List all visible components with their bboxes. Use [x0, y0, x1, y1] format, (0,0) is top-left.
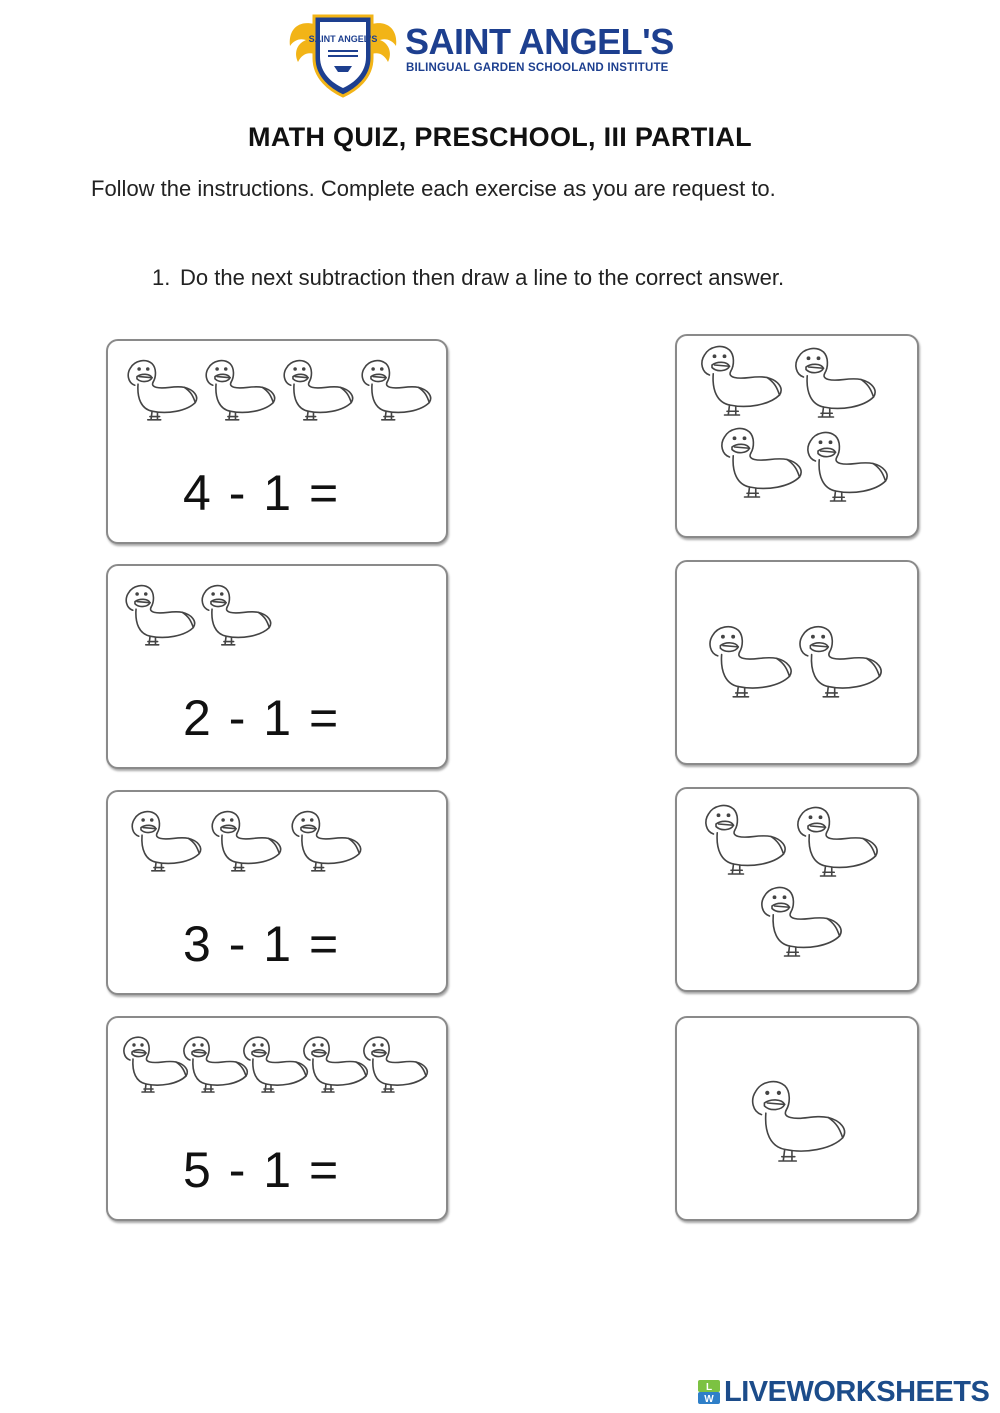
duck-icon	[706, 806, 785, 874]
instructions-text: Follow the instructions. Complete each exercise as you are request to.	[91, 176, 776, 201]
duck-icon	[762, 888, 841, 956]
brand-subtitle: BILINGUAL GARDEN SCHOOLAND INSTITUTE	[406, 62, 669, 74]
duck-icon	[800, 627, 881, 697]
answer-box-4[interactable]	[675, 1016, 919, 1221]
duck-icon	[798, 808, 877, 876]
page-title: MATH QUIZ, PRESCHOOL, III PARTIAL	[248, 122, 752, 152]
problem-box-2[interactable]	[106, 564, 448, 769]
duck-icon	[212, 812, 280, 871]
answer-box-2[interactable]	[675, 560, 919, 765]
ducks-group	[677, 789, 921, 994]
duck-icon	[753, 1082, 845, 1161]
equation-text: 4 - 1 =	[183, 465, 341, 521]
duck-icon	[184, 1037, 247, 1092]
problem-box-3[interactable]	[106, 790, 448, 995]
equation-text: 2 - 1 =	[183, 690, 341, 746]
duck-icon	[808, 433, 887, 501]
badge-letter-l: L	[705, 1382, 713, 1393]
duck-icon	[722, 429, 801, 497]
liveworksheets-badge-icon	[697, 1379, 721, 1405]
duck-icon	[124, 1037, 187, 1092]
answer-box-3[interactable]	[675, 787, 919, 992]
duck-icon	[710, 627, 791, 697]
crest-text: SAINT ANGEL'S	[308, 34, 378, 44]
ducks-group	[677, 1018, 921, 1223]
answer-box-1[interactable]	[675, 334, 919, 538]
duck-icon	[292, 812, 360, 871]
exercise-text: Do the next subtraction then draw a line to the correct answer.	[180, 265, 785, 290]
ducks-group	[677, 562, 921, 767]
duck-icon	[796, 349, 875, 417]
duck-icon	[202, 586, 270, 645]
duck-icon	[244, 1037, 307, 1092]
exercise-instruction	[152, 265, 784, 291]
ducks-group	[677, 336, 921, 540]
equation-text: 5 - 1 =	[183, 1142, 341, 1198]
duck-icon	[284, 361, 352, 420]
duck-icon	[362, 361, 430, 420]
school-crest-logo	[284, 6, 402, 98]
duck-icon	[132, 812, 200, 871]
equation-text: 3 - 1 =	[183, 916, 341, 972]
duck-icon	[126, 586, 194, 645]
liveworksheets-brand: LIVEWORKSHEETS	[724, 1376, 990, 1408]
problem-box-1[interactable]	[106, 339, 448, 544]
duck-icon	[304, 1037, 367, 1092]
duck-icon	[128, 361, 196, 420]
duck-icon	[364, 1037, 427, 1092]
duck-icon	[702, 347, 781, 415]
badge-letter-w: W	[704, 1394, 714, 1405]
duck-icon	[206, 361, 274, 420]
brand-name: SAINT ANGEL'S	[405, 21, 674, 62]
exercise-number: 1.	[152, 265, 171, 290]
problem-box-4[interactable]	[106, 1016, 448, 1221]
